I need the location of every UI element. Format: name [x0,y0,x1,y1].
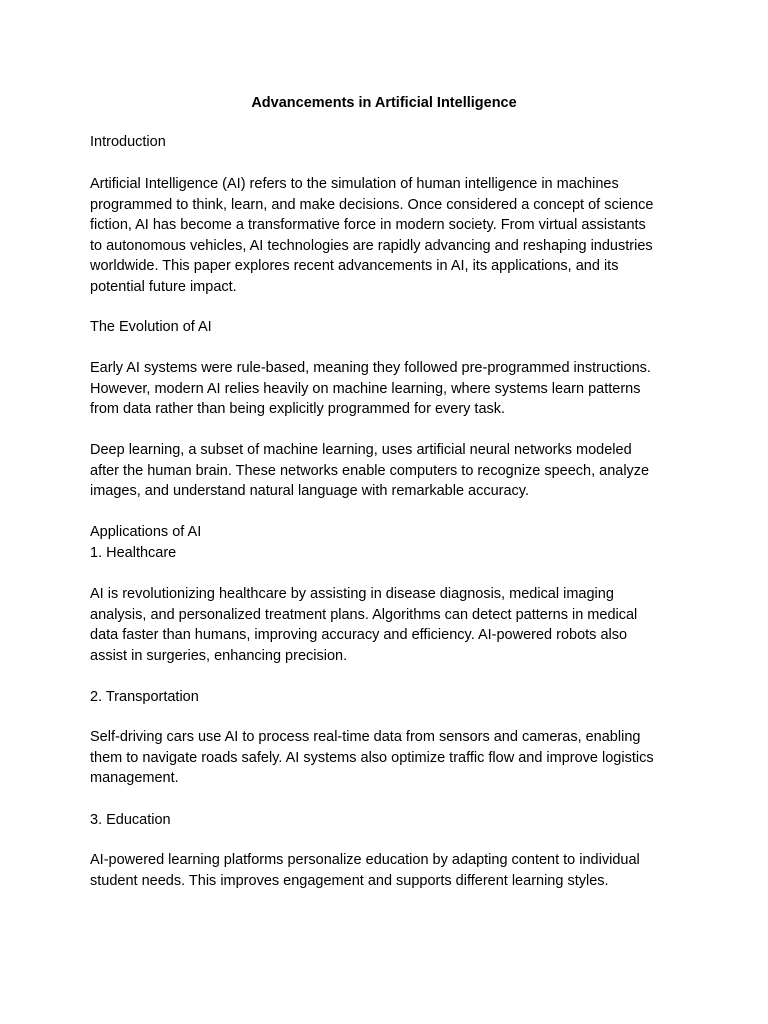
paragraph-line: Early AI systems were rule-based, meaning they followed pre-programmed instructions. [90,360,651,376]
paragraph-line: images, and understand natural language with remarkable accuracy. [90,483,530,500]
paragraph-line: analysis, and personalized treatment plans. Algorithms can detect patterns in medical [90,606,638,623]
paragraph-transportation [90,727,690,789]
paragraph-line: data faster than humans, improving accuracy and efficiency. AI-powered robots also [90,627,628,644]
heading-healthcare: 1. Healthcare [90,545,177,561]
paragraph-line: potential future impact. [90,278,237,295]
paragraph-line: from data rather than being explicitly programmed for every task. [90,401,506,418]
paragraph-line: fiction, AI has become a transformative force in modern society. From virtual assistants [90,217,646,234]
paragraph-line: programmed to think, learn, and make decisions. Once considered a concept of science [90,196,654,213]
paragraph-line: student needs. This improves engagement and supports different learning styles. [90,872,609,889]
heading-applications: Applications of AI [90,524,202,540]
paragraph-line: worldwide. This paper explores recent advancements in AI, its applications, and its [90,258,619,275]
paragraph-line: AI-powered learning platforms personalize education by adapting content to individual [90,852,640,868]
paragraph-line: However, modern AI relies heavily on machine learning, where systems learn patterns [90,380,641,397]
paragraph-line: after the human brain. These networks enable computers to recognize speech, analyze [90,462,650,479]
paragraph-evolution-2 [90,440,690,502]
heading-evolution: The Evolution of AI [90,319,212,335]
paragraph-healthcare [90,584,690,666]
paragraph-line: Artificial Intelligence (AI) refers to the simulation of human intelligence in machines [90,176,619,192]
heading-transportation: 2. Transportation [90,689,199,705]
paragraph-line: AI is revolutionizing healthcare by assisting in disease diagnosis, medical imaging [90,586,614,602]
heading-education: 3. Education [90,812,171,828]
paragraph-evolution-1 [90,358,690,420]
paragraph-line: Self-driving cars use AI to process real-time data from sensors and cameras, enabling [90,729,641,745]
paragraph-education [90,850,690,891]
paragraph-line: them to navigate roads safely. AI systems also optimize traffic flow and improve logistics [90,749,654,766]
paragraph-introduction [90,174,690,298]
paragraph-line: assist in surgeries, enhancing precision. [90,647,348,664]
paragraph-line: management. [90,770,179,787]
heading-introduction: Introduction [90,134,166,150]
paragraph-line: Deep learning, a subset of machine learning, uses artificial neural networks modeled [90,442,632,458]
document-title: Advancements in Artificial Intelligence [251,95,517,111]
paragraph-line: to autonomous vehicles, AI technologies are rapidly advancing and reshaping industries [90,237,653,254]
